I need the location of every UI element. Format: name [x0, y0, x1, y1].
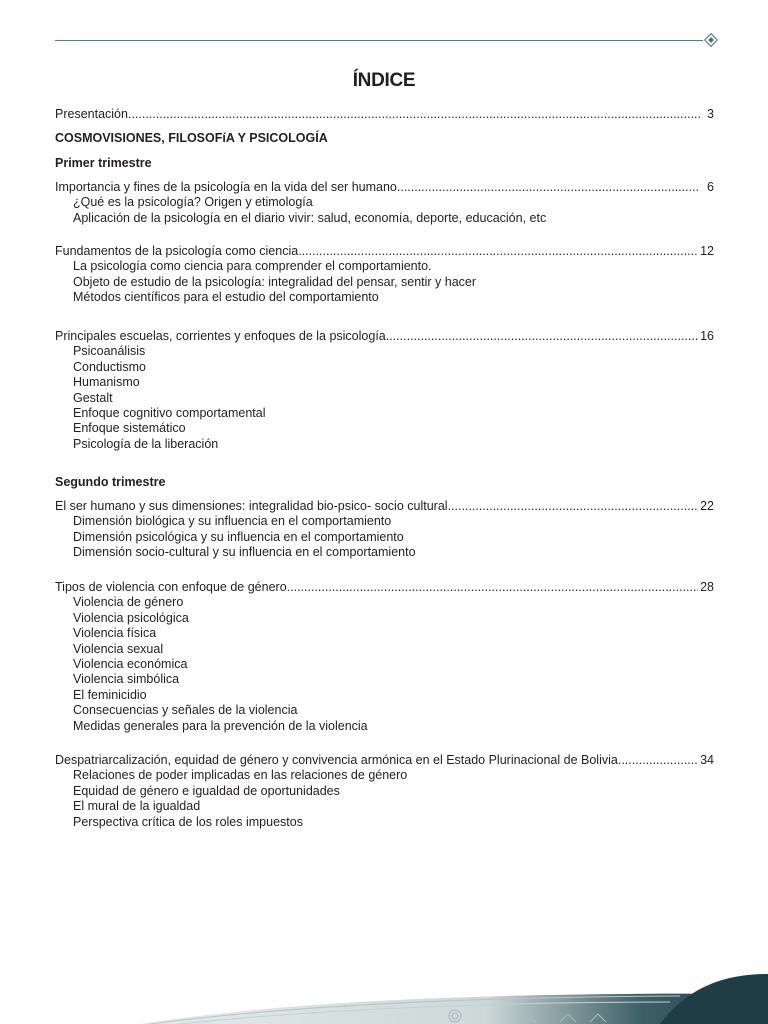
toc-leader-dots [287, 580, 698, 595]
toc-subtopic: Dimensión biológica y su influencia en el comportamiento [73, 514, 392, 529]
toc-subtopic: La psicología como ciencia para comprender el comportamiento. [73, 259, 432, 274]
toc-chapter-entry[interactable] [55, 180, 714, 195]
toc-subtopic: Conductismo [73, 359, 146, 374]
toc-subtopic: Consecuencias y señales de la violencia [73, 703, 298, 718]
toc-leader-dots [618, 753, 698, 768]
page-title: ÍNDICE [352, 70, 416, 91]
toc-page-number: 3 [707, 107, 714, 121]
toc-chapter-entry[interactable] [55, 499, 714, 514]
toc-entry-title: El ser humano y sus dimensiones: integralidad bio-psico- socio cultural [55, 499, 448, 513]
diamond-ornament-icon [704, 33, 718, 47]
section-heading: COSMOVISIONES, FILOSOFíA Y PSICOLOGÍA [55, 131, 328, 145]
toc-subtopic: Dimensión psicológica y su influencia en el comportamiento [73, 529, 404, 544]
toc-page-number: 22 [700, 499, 714, 513]
toc-entry-title: Fundamentos de la psicología como ciencia [55, 244, 299, 258]
toc-subtopic: Psicoanálisis [73, 344, 146, 359]
toc-entry-title: Importancia y fines de la psicología en la vida del ser humano [55, 180, 397, 194]
toc-page-number: 12 [700, 244, 714, 258]
header-rule [55, 40, 703, 41]
toc-chapter-entry[interactable] [55, 580, 714, 595]
toc-entry-title: Tipos de violencia con enfoque de género [55, 580, 287, 594]
toc-subtopic: Violencia económica [73, 657, 188, 671]
toc-subtopic: Enfoque cognitivo comportamental [73, 406, 266, 420]
toc-subtopic: Violencia simbólica [73, 672, 180, 687]
toc-subtopic: Métodos científicos para el estudio del comportamiento [73, 290, 379, 305]
toc-entry-presentation[interactable] [55, 107, 714, 122]
trimester-heading: Primer trimestre [55, 156, 152, 170]
toc-chapter-entry[interactable] [55, 753, 714, 768]
toc-chapter-entry[interactable] [55, 244, 714, 259]
toc-entry-title: Presentación [55, 107, 128, 121]
toc-page-number: 34 [700, 753, 714, 767]
toc-leader-dots [128, 107, 700, 122]
toc-subtopic: Violencia sexual [73, 641, 164, 656]
toc-page-number: 16 [700, 329, 714, 343]
footer-decorative-band-icon [0, 964, 768, 1024]
toc-subtopic: Aplicación de la psicología en el diario vivir: salud, economía, deporte, educación, etc [73, 210, 547, 225]
toc-page-number: 6 [707, 180, 714, 194]
toc-subtopic: ¿Qué es la psicología? Origen y etimología [73, 195, 313, 210]
toc-subtopic: El mural de la igualdad [73, 799, 201, 814]
toc-leader-dots [397, 180, 700, 195]
trimester-heading: Segundo trimestre [55, 475, 166, 489]
toc-subtopic: Violencia psicológica [73, 610, 189, 625]
toc-page-number: 28 [700, 580, 714, 594]
toc-subtopic: Objeto de estudio de la psicología: integralidad del pensar, sentir y hacer [73, 274, 477, 289]
toc-subtopic: Enfoque sistemático [73, 421, 186, 436]
toc-leader-dots [386, 329, 698, 344]
toc-entry-title: Despatriarcalización, equidad de género y convivencia armónica en el Estado Plurinacional de Bolivia [55, 753, 618, 767]
toc-subtopic: El feminicidio [73, 687, 147, 702]
toc-subtopic: Violencia física [73, 626, 157, 641]
toc-subtopic: Medidas generales para la prevención de la violencia [73, 718, 368, 733]
toc-subtopic: Psicología de la liberación [73, 436, 219, 451]
toc-subtopic: Humanismo [73, 375, 140, 390]
toc-chapter-entry[interactable] [55, 329, 714, 344]
toc-subtopic: Equidad de género e igualdad de oportunidades [73, 783, 340, 798]
toc-subtopic: Relaciones de poder implicadas en las relaciones de género [73, 768, 408, 783]
toc-subtopic: Perspectiva crítica de los roles impuestos [73, 814, 303, 829]
toc-subtopic: Dimensión socio-cultural y su influencia en el comportamiento [73, 545, 416, 560]
toc-subtopic: Violencia de género [73, 595, 184, 610]
toc-entry-title: Principales escuelas, corrientes y enfoques de la psicología [55, 329, 386, 343]
toc-leader-dots [448, 499, 699, 514]
toc-leader-dots [298, 244, 698, 259]
toc-subtopic: Gestalt [73, 390, 113, 405]
